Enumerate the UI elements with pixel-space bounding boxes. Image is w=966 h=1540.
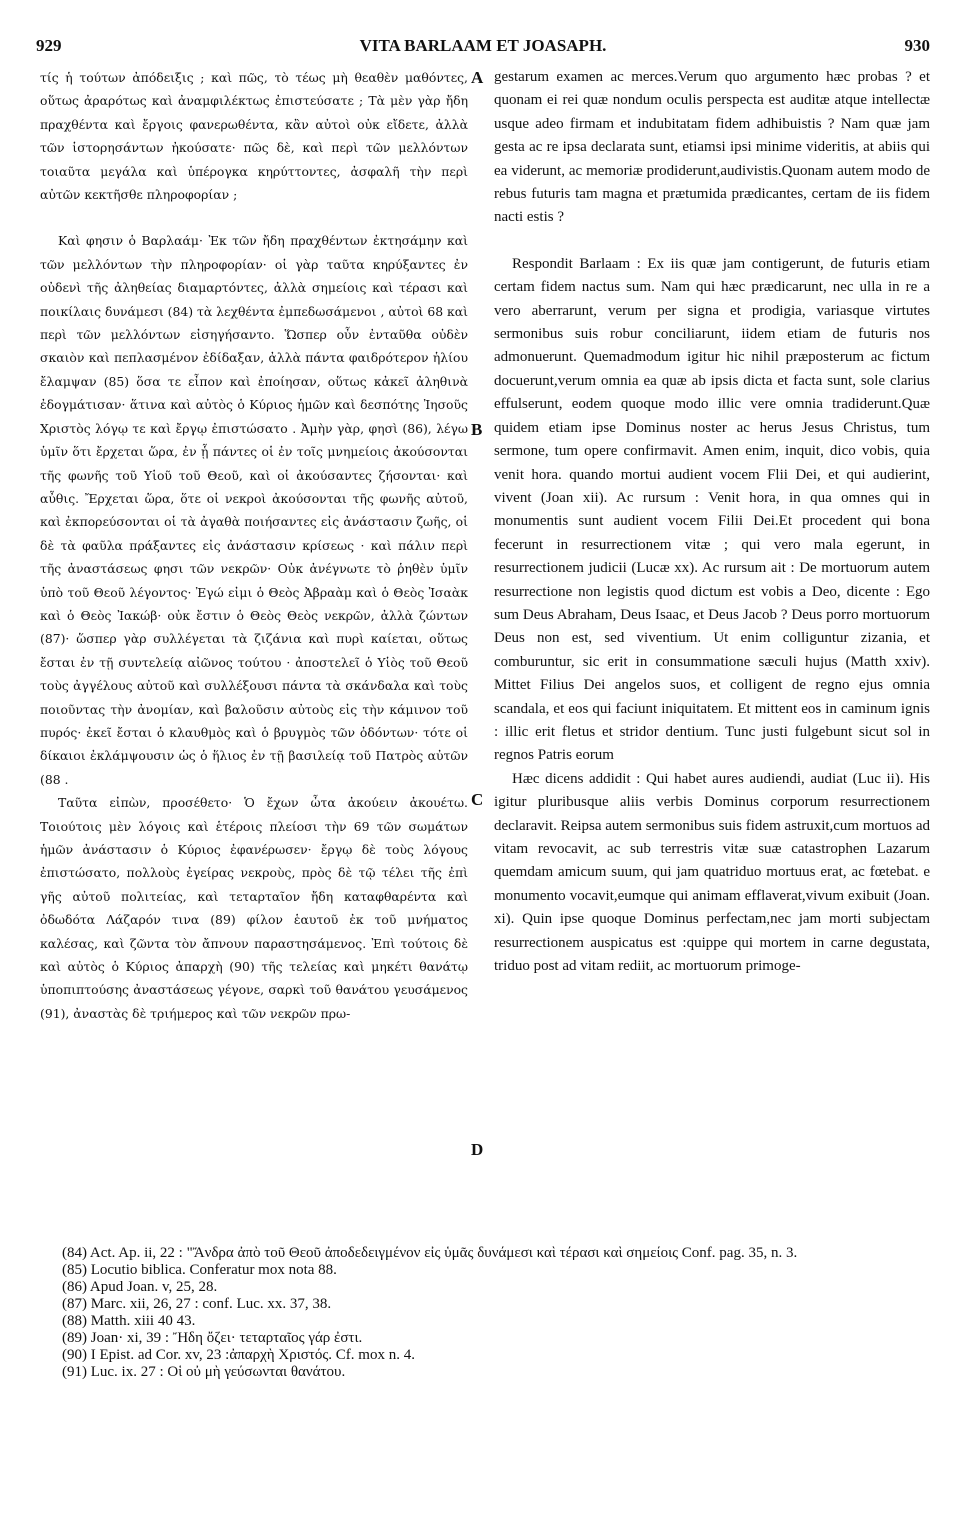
section-marker-b: B [471,420,483,439]
footnote-90: (90) I Epist. ad Cor. xv, 23 :ἀπαρχὴ Χριστός. Cf. mox n. 4. [62,1347,415,1363]
paragraph-gap [494,230,930,253]
greek-column [40,66,468,1238]
page-number-right: 930 [904,36,930,55]
latin-paragraph-3: Hæc dicens addidit : Qui habet aures audiendi, audiat (Luc ii). His igitur pluribusque aliis verbis Dominus corporum resurrectionem declaravit. Reipsa autem sermonibus suis fidem astruxit,cum mortuos ad vitam revocavit, ac sub terrestris vitæ suæ catastrophen Lazarum quemdam amicum suum, qui jam quatriduo mortuus erat, ac fœtebat. e monumento vocavit,eumque qui animam efflaverat,vivum exibuit (Joan. xi). Quin ipse quoque Dominus perfectam,nec jam morti subjectam resurrectionem auspicatus est :quippe qui mortem in carne degustata, triduo post ad vitam rediit, ac mortuorum primoge- [494,770,930,975]
footnote-84: (84) Act. Ap. ii, 22 : "Ἄνδρα ἀπὸ τοῦ Θεοῦ ἀποδεδειγμένον εἰς ὑμᾶς δυνάμεσι καὶ τέρασι καὶ σημείοις Conf. pag. 35, n. 3. [62,1245,798,1261]
section-marker-c: C [471,790,484,809]
footnote-85: (85) Locutio biblica. Conferatur mox nota 88. [62,1262,337,1278]
greek-paragraph-2: Καὶ φησιν ὁ Βαρλαάμ· Ἐκ τῶν ἤδη πραχθέντων ἐκτησάμην καὶ τῶν μελλόντων τὴν πληροφορίαν· οἱ γὰρ ταῦτα κηρύξαντες ἐν οὐδενὶ τῆς ἀληθείας διαμαρτόντες, ἀλλὰ σημείοις καὶ τέρασι καὶ ποικίλαις δυνάμεσι (84) τὰ λεχθέντα ἐμπεδωσάμενοι , αὐτοὶ 68 καὶ περὶ τῶν μελλόντων εἰσηγήσαντο. Ὥσπερ οὖν ἐνταῦθα οὐδὲν σκαιὸν καὶ πεπλασμένον ἐδίδαξαν, ἀλλὰ πάντα φαιδρότερον ἡλίου ἔλαμψαν (85) ὅσα τε εἶπον καὶ ἐποίησαν, οὕτως κἀκεῖ ἀληθινὰ ἐδογμάτισαν· ἅτινα καὶ αὐτὸς ὁ Κύριος ἡμῶν καὶ δεσπότης Ἰησοῦς Χριστὸς λόγῳ τε καὶ ἔργῳ ἐπιστώσατο . Ἀμὴν γὰρ, φησὶ (86), λέγω ὑμῖν ὅτι ἔρχεται ὥρα, ἐν ᾗ πάντες οἱ ἐν τοῖς μνημείοις ἀκούσονται τῆς φωνῆς τοῦ Υἱοῦ τοῦ Θεοῦ, καὶ οἱ ἀκούσαντες ζήσονται· καὶ αὖθις. Ἔρχεται ὥρα, ὅτε οἱ νεκροὶ ἀκούσονται τῆς φωνῆς αὐτοῦ, καὶ ἐκπορεύσονται οἱ τὰ ἀγαθὰ ποιήσαντες εἰς ἀνάστασιν ζωῆς, οἱ δὲ τὰ φαῦλα πράξαντες εἰς ἀνάστασιν κρίσεως · καὶ πάλιν περὶ τῆς ἀναστάσεως φησι τῶν νεκρῶν· Οὐκ ἀνέγνωτε τὸ ῥηθὲν ὑμῖν ὑπὸ τοῦ Θεοῦ λέγοντος· Ἐγώ εἰμι ὁ Θεὸς Ἀβραὰμ καὶ ὁ Θεὸς Ἰσαὰκ καὶ ὁ Θεὸς Ἰακώβ· οὐκ ἔστιν ὁ Θεὸς Θεὸς νεκρῶν, ἀλλὰ ζώντων (87)· ὥσπερ γὰρ συλλέγεται τὰ ζιζάνια καὶ πυρὶ καίεται, οὕτως ἔσται ἐν τῇ συντελείᾳ αἰῶνος τούτου · ἀποστελεῖ ὁ Υἱὸς τοῦ Θεοῦ τοὺς ἀγγέλους αὐτοῦ καὶ συλλέξουσι πάντα τὰ σκάνδαλα καὶ τοὺς ποιοῦντας τὴν ἀνομίαν, καὶ βαλοῦσιν αὐτοὺς εἰς τὴν κάμινον τοῦ πυρός· ἐκεῖ ἔσται ὁ κλαυθμὸς καὶ ὁ βρυγμὸς τῶν ὀδόντων· τότε οἱ δίκαιοι ἐκλάμψουσιν ὡς ὁ ἥλιος ἐν τῇ βασιλείᾳ τοῦ Πατρὸς αὐτῶν (88 . [40,233,468,787]
footnotes [62,1245,936,1460]
latin-paragraph-2: Respondit Barlaam : Ex iis quæ jam contigerunt, de futuris etiam certam fidem nactus sum. Nam qui hæc prædicarunt, nec ulla in re a vero aberrarunt, verum per signa et prodigia, variasque virtutes sermonibus suis robur conciliarunt, iidem etiam de futuris nos admonuerunt. Quemadmodum igitur hic nihil præposterum ac fictum docuerunt,verum omnia ea quæ ab ipsis dicta et facta sunt, sole clarius effulserunt, eodem quoque modo illic vere omnia tradiderunt.Quæ quidem etiam ipse Dominus noster ac herus Jesus Christus, tum sermone, tum opere confirmavit. Amen enim, inquit, dico vobis, quia venit hora. quando mortui audient vocem Flii Dei, et qui audierint, vivent (Joan xii). Ac rursum : Venit hora, in qua omnes qui in monumentis sunt audient vocem Filii Dei.Et procedent qui bona fecerunt in resurrectionem vitæ ; qui vero mala egerunt, in resurrectionem judicii (Lucæ xx). Ac rursum ait : De mortuorum autem resurrectione non legistis quod dictum est vobis a Deo, dicente : Ego sum Deus Abraham, Deus Isaac, et Deus Jacob ? Deus porro mortuorum Deus non est, sed viventium. Ut enim colliguntur zizania, et comburuntur, sic erit in consummatione sæculi hujus (Matth xxiv). Mittet Filius Dei angelos suos, et colligent de regno ejus omnia scandala, et eos qui faciunt iniquitatem. Et mittent eos in caminum ignis : illic erit fletus et stridor dentium. Tunc justi fulgebunt sicut sol in regnos Patris eorum [494,255,930,764]
footnote-86: (86) Apud Joan. v, 25, 28. [62,1279,218,1295]
running-header [36,36,930,62]
footnote-88: (88) Matth. xiii 40 43. [62,1313,196,1329]
greek-paragraph-3: Ταῦτα εἰπὼν, προσέθετο· Ὁ ἔχων ὦτα ἀκούειν ἀκουέτω. Τοιούτοις μὲν λόγοις καὶ ἑτέροις πλείοσι τὴν 69 τῶν σωμάτων ἡμῶν ἀνάστασιν ὁ Κύριος ἐφανέρωσεν· ἔργῳ δὲ τοὺς λόγους ἐπιστώσατο, πολλοὺς ἐγείρας νεκροὺς, πρὸς δὲ τῷ τέλει τῆς ἐπὶ γῆς αὐτοῦ πολιτείας, καὶ τεταρταῖον ἤδη καταφθαρέντα καὶ ὀδωδότα Λάζαρόν τινα (89) φίλον ἑαυτοῦ ἐκ τοῦ μνήματος καλέσας, καὶ ζῶντα τὸν ἄπνουν παραστησάμενος. Ἐπὶ τούτοις δὲ καὶ αὐτὸς ὁ Κύριος ἀπαρχὴ (90) τῆς τελείας καὶ μηκέτι θανάτῳ ὑποπιπτούσης ἀναστάσεως γέγονε, σαρκὶ τοῦ θανάτου γευσάμενος (91), ἀναστὰς δὲ τριήμερος καὶ τῶν νεκρῶν πρω- [40,795,468,1021]
section-marker-d: D [471,1140,484,1159]
section-marker-a: A [471,68,484,87]
latin-paragraph-1: gestarum examen ac merces.Verum quo argumento hæc probas ? et quonam ei rei quæ nondum oculis perspecta est auditæ atque intellectæ usque adeo firmam et indubitatam fidem adhibuistis ? Nam quæ jam gesta ac re ipsa declarata sunt, etiamsi ipsi minime videritis, at abiis qui ea viderunt, ac memoriæ prodiderunt,audivistis.Quonam autem modo de rebus futuris tam magna et prætumida prædicantes, certam de iis fidem nacti estis ? [494,69,930,226]
running-title: VITA BARLAAM ET JOASAPH. [359,36,607,55]
latin-column [494,66,930,1238]
paragraph-gap [40,206,468,229]
footnote-91: (91) Luc. ix. 27 : Οἱ οὐ μὴ γεύσωνται θανάτου. [62,1364,346,1380]
page-number-left: 929 [36,36,62,55]
footnote-87: (87) Marc. xii, 26, 27 : conf. Luc. xx. 37, 38. [62,1296,332,1312]
footnote-89: (89) Joan· xi, 39 : Ἤδη ὄζει· τεταρταῖος γάρ ἐστι. [62,1330,363,1346]
greek-paragraph-1: τίς ἡ τούτων ἀπόδειξις ; καὶ πῶς, τὸ τέως μὴ θεαθὲν μαθόντες, οὕτως ἀραρότως καὶ ἀναμφιλέκτως ἐπιστεύσατε ; Τὰ μὲν γὰρ ἤδη πραχθέντα καὶ ἔργοις φανερωθέντα, κἂν αὐτοὶ οὐκ εἴδετε, ἀλλὰ τῶν ἱστορησάντων ἠκούσατε· πῶς δὲ, καὶ περὶ τῶν μελλόντων τοιαῦτα μεγάλα καὶ ὑπέρογκα κηρύττοντες, ἀσφαλῆ τὴν περὶ αὐτῶν κεκτῆσθε πληροφορίαν ; [40,70,468,203]
